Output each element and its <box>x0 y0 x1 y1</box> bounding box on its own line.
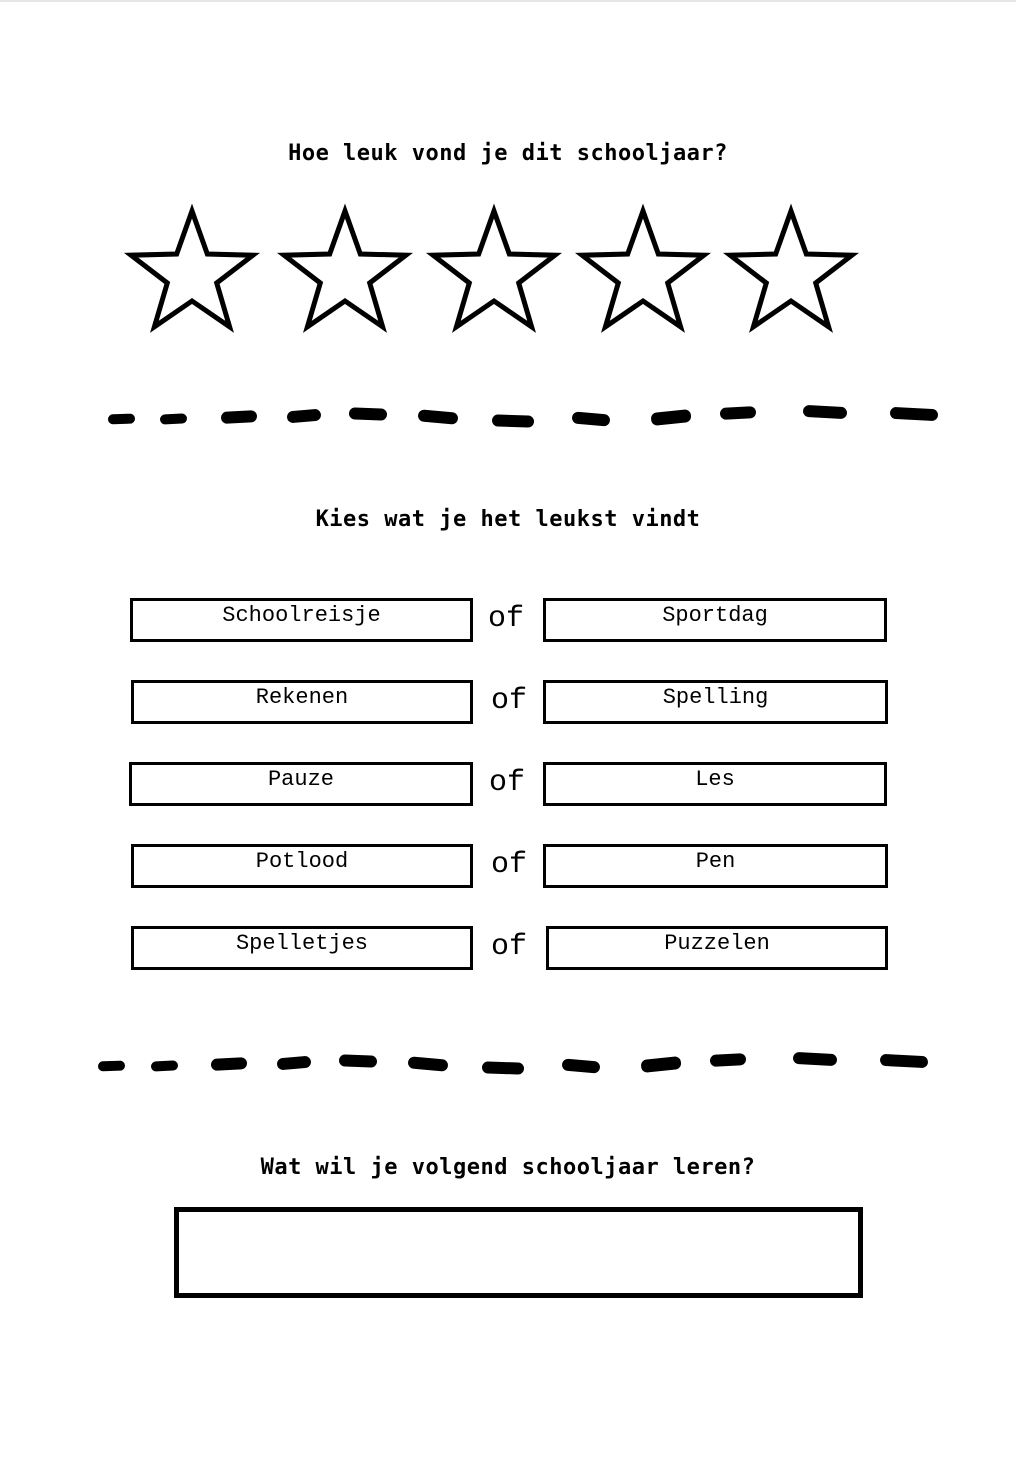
dashed-divider-bottom <box>0 1046 1016 1086</box>
choices-question: Kies wat je het leukst vindt <box>315 507 701 532</box>
choice-option-pen[interactable]: Pen <box>543 844 888 888</box>
choice-option-spelletjes[interactable]: Spelletjes <box>131 926 473 970</box>
of-separator: of <box>490 684 527 718</box>
of-separator: of <box>488 766 525 800</box>
learning-question: Wat wil je volgend schooljaar leren? <box>260 1155 756 1180</box>
dashed-divider-top <box>0 400 1016 440</box>
star-outline-icon[interactable] <box>582 211 704 327</box>
of-separator: of <box>490 930 527 964</box>
choice-option-spelling[interactable]: Spelling <box>543 680 888 724</box>
choice-option-les[interactable]: Les <box>543 762 887 806</box>
star-outline-icon[interactable] <box>284 211 406 327</box>
star-outline-icon[interactable] <box>131 211 253 327</box>
star-outline-icon[interactable] <box>730 211 852 327</box>
choice-option-potlood[interactable]: Potlood <box>131 844 473 888</box>
of-separator: of <box>490 848 527 882</box>
learning-answer-input[interactable] <box>179 1212 858 1293</box>
choice-option-puzzelen[interactable]: Puzzelen <box>546 926 888 970</box>
choice-option-pauze[interactable]: Pauze <box>129 762 473 806</box>
choice-option-rekenen[interactable]: Rekenen <box>131 680 473 724</box>
of-separator: of <box>487 602 524 636</box>
star-rating[interactable] <box>0 0 1016 360</box>
choice-option-sportdag[interactable]: Sportdag <box>543 598 887 642</box>
star-outline-icon[interactable] <box>433 211 555 327</box>
learning-answer-box <box>174 1207 863 1298</box>
choice-option-schoolreisje[interactable]: Schoolreisje <box>130 598 473 642</box>
rating-question: Hoe leuk vond je dit schooljaar? <box>288 141 728 166</box>
